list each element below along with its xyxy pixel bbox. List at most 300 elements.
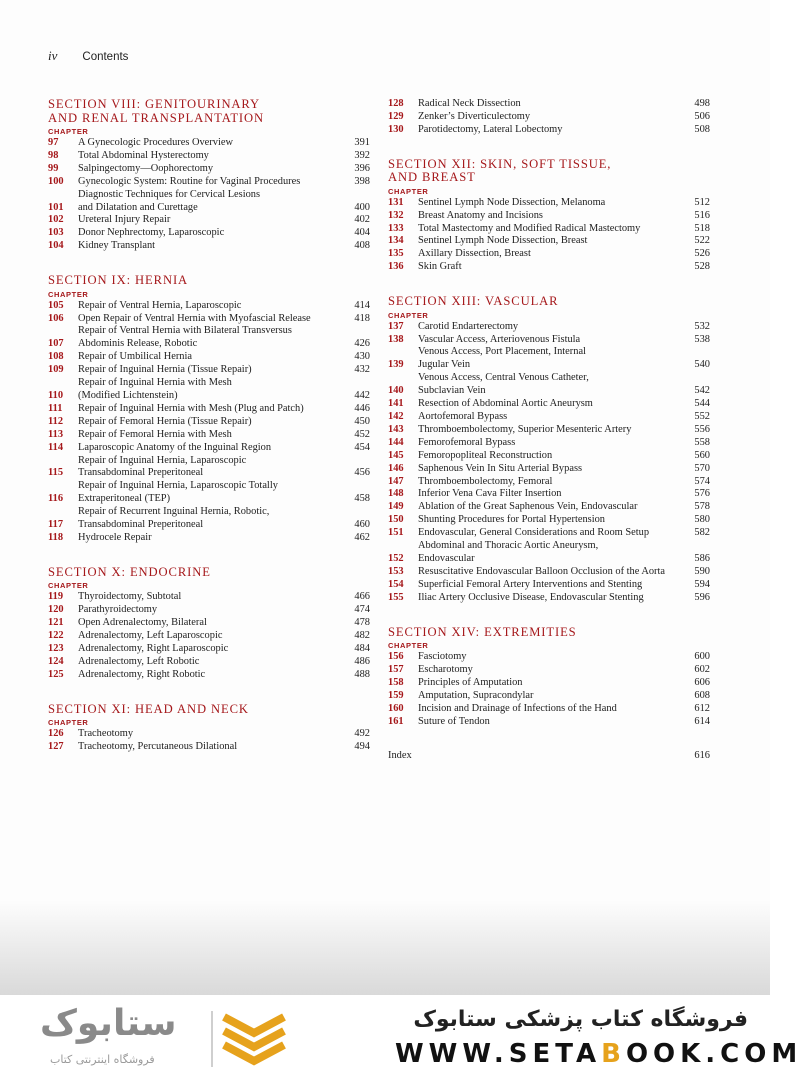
store-banner (0, 995, 802, 1080)
page-ref: 532 (694, 320, 710, 332)
chapter-number: 145 (388, 449, 404, 461)
section-title-line: SECTION XIV: EXTREMITIES (388, 624, 577, 639)
section-title-line: SECTION X: ENDOCRINE (48, 564, 211, 579)
chapter-title (78, 630, 342, 643)
toc-section (48, 274, 370, 545)
chapter-title (78, 532, 342, 545)
page-ref: 574 (694, 475, 710, 487)
page-ref: 498 (694, 98, 710, 109)
chapter-title (418, 703, 682, 716)
chapter-title-line: Femoropopliteal Reconstruction (418, 449, 553, 461)
toc-entry[interactable] (388, 501, 710, 514)
page-ref: 418 (354, 312, 370, 324)
page-ref: 402 (354, 214, 370, 226)
chapter-title (418, 124, 682, 137)
chapter-number: 120 (48, 604, 64, 616)
chapter-number: 144 (388, 436, 404, 448)
toc-entry[interactable] (388, 223, 710, 236)
chapter-title (78, 325, 342, 351)
running-head (48, 48, 128, 64)
chapter-title (418, 476, 682, 489)
chapter-number: 121 (48, 617, 64, 629)
section-title (388, 158, 710, 185)
toc-entry[interactable] (48, 351, 370, 364)
chapter-title (78, 163, 342, 176)
chapter-title (418, 398, 682, 411)
chapter-title-line: Adrenalectomy, Left Robotic (78, 655, 200, 667)
chapter-number: 134 (388, 235, 404, 247)
chapter-title-line: Shunting Procedures for Portal Hypertension (418, 514, 606, 526)
chapter-number: 131 (388, 196, 404, 208)
chapter-title-line: Skin Graft (418, 261, 462, 273)
chapter-title-line: Carotid Endarterectomy (418, 320, 519, 332)
page-ref: 454 (354, 441, 370, 453)
chapter-title-line: Sentinel Lymph Node Dissection, Melanoma (418, 196, 606, 208)
toc-column-left (48, 98, 370, 775)
chapter-title-line: Transabdominal Preperitoneal (78, 467, 204, 479)
chapter-title-line: Adrenalectomy, Right Robotic (78, 668, 206, 680)
chapter-title (418, 501, 682, 514)
section-title (48, 98, 370, 125)
chapter-title-line: Endovascular, General Considerations and Room Setup (418, 527, 650, 539)
section-title-line: SECTION XI: HEAD AND NECK (48, 701, 249, 716)
page-ref: 462 (354, 531, 370, 543)
toc-entry[interactable] (388, 677, 710, 690)
chapter-title (418, 223, 682, 236)
page-ref: 580 (694, 514, 710, 526)
section-title (388, 295, 710, 309)
chapter-title-line: Extraperitoneal (TEP) (78, 493, 171, 505)
chapter-title-line: and Dilatation and Curettage (78, 201, 198, 213)
chapter-number: 132 (388, 209, 404, 221)
toc-entry[interactable] (48, 176, 370, 189)
chapter-title (418, 346, 682, 372)
toc-entry[interactable] (388, 235, 710, 248)
toc-section (48, 98, 370, 253)
chapter-column-label: CHAPTER (48, 127, 89, 136)
store-url[interactable] (395, 1039, 802, 1069)
chapter-number: 161 (388, 715, 404, 727)
chapter-number: 128 (388, 98, 404, 109)
toc-entry[interactable] (48, 480, 370, 506)
chapter-title-line: Repair of Recurrent Inguinal Hernia, Robotic, (78, 506, 270, 518)
toc-entry[interactable] (388, 651, 710, 664)
section-title (388, 626, 710, 640)
toc-section (388, 295, 710, 604)
page-number: iv (48, 48, 58, 63)
section-title-line: AND RENAL TRANSPLANTATION (48, 110, 264, 125)
chapter-title (418, 566, 682, 579)
toc-entry[interactable] (48, 455, 370, 481)
chapter-title (418, 261, 682, 274)
section-title (48, 566, 370, 580)
page-ref: 582 (694, 527, 710, 539)
page-ref: 482 (354, 630, 370, 642)
chapter-title (78, 377, 342, 403)
chapter-title (418, 579, 682, 592)
chapter-number: 122 (48, 630, 64, 642)
toc-entry[interactable] (48, 150, 370, 163)
chapter-title-line: Zenker’s Diverticulectomy (418, 110, 531, 122)
page-ref: 596 (694, 591, 710, 603)
page-ref: 426 (354, 338, 370, 350)
toc-entry[interactable] (48, 506, 370, 532)
chapter-title-line: Ablation of the Great Saphenous Vein, Endovascular (418, 501, 638, 513)
chapter-title (418, 463, 682, 476)
section-title-line: AND BREAST (388, 170, 476, 185)
section-title (48, 274, 370, 288)
page-ref: 516 (694, 209, 710, 221)
chapter-title-line: Subclavian Vein (418, 385, 486, 397)
chapter-title (78, 728, 342, 741)
chapter-number: 102 (48, 214, 64, 226)
toc-entry[interactable] (388, 703, 710, 716)
chapter-title-line: Inferior Vena Cava Filter Insertion (418, 488, 562, 500)
toc-entry[interactable] (388, 210, 710, 223)
page-ref: 606 (694, 676, 710, 688)
chapter-title-line: Repair of Inguinal Hernia with Mesh (78, 377, 232, 389)
page-ref: 478 (354, 617, 370, 629)
page-ref: 466 (354, 591, 370, 603)
chapter-number: 108 (48, 351, 64, 363)
chapter-title-line: Resuscitative Endovascular Balloon Occlusion of the Aorta (418, 565, 666, 577)
chapter-title (78, 137, 342, 150)
chapter-title-line: Jugular Vein (418, 359, 471, 371)
index-entry[interactable] (388, 750, 710, 761)
chapter-number: 143 (388, 423, 404, 435)
toc-entry[interactable] (388, 124, 710, 137)
chapter-title (78, 617, 342, 630)
toc-entry[interactable] (388, 372, 710, 398)
toc-entry[interactable] (388, 411, 710, 424)
page-ref: 450 (354, 415, 370, 427)
chapter-number: 146 (388, 462, 404, 474)
index-label: Index (388, 749, 412, 761)
chapter-column-label: CHAPTER (48, 718, 89, 728)
chapter-title (78, 364, 342, 377)
chapter-title-line: Open Repair of Ventral Hernia with Myofascial Release (78, 312, 311, 324)
toc-entry[interactable] (48, 604, 370, 617)
chapter-number: 124 (48, 655, 64, 667)
toc-entry[interactable] (388, 566, 710, 579)
chapter-number: 136 (388, 261, 404, 273)
toc-entry[interactable] (48, 214, 370, 227)
chapter-number: 113 (48, 428, 64, 440)
chapter-number: 126 (48, 728, 64, 740)
chapter-title (78, 189, 342, 215)
toc-column-right (388, 98, 710, 761)
toc-entry[interactable] (48, 325, 370, 351)
page-ref: 522 (694, 235, 710, 247)
page-ref: 540 (694, 359, 710, 371)
chapter-number: 158 (388, 676, 404, 688)
chapter-number: 111 (48, 402, 63, 414)
chapter-title-line: Parathyroidectomy (78, 604, 158, 616)
page-ref: 492 (354, 728, 370, 740)
chapter-number: 156 (388, 651, 404, 663)
toc-entry[interactable] (388, 664, 710, 677)
chapter-title-line: Repair of Inguinal Hernia (Tissue Repair) (78, 364, 252, 376)
chapter-title (78, 741, 342, 754)
chapter-number: 104 (48, 240, 64, 252)
chapter-title-line: Repair of Ventral Hernia, Laparoscopic (78, 299, 242, 311)
page-ref: 544 (694, 398, 710, 410)
chapter-title (78, 416, 342, 429)
toc-entry[interactable] (48, 313, 370, 326)
toc-entry[interactable] (388, 321, 710, 334)
chapter-title (78, 480, 342, 506)
chapter-title-line: Repair of Inguinal Hernia, Laparoscopic Totally (78, 480, 278, 492)
chapter-title (418, 111, 682, 124)
toc-entry[interactable] (388, 261, 710, 274)
toc-entry[interactable] (48, 403, 370, 416)
chapter-title (78, 214, 342, 227)
chapter-number: 127 (48, 741, 64, 753)
chapter-number: 97 (48, 137, 59, 148)
chapter-title (418, 450, 682, 463)
page-ref: 396 (354, 162, 370, 174)
page-ref: 460 (354, 519, 370, 531)
toc-entry[interactable] (388, 334, 710, 347)
page-ref: 560 (694, 449, 710, 461)
chapter-title-line: Repair of Femoral Hernia (Tissue Repair) (78, 415, 252, 427)
chapter-number: 99 (48, 162, 59, 174)
chapter-title (78, 604, 342, 617)
chapter-number: 123 (48, 643, 64, 654)
toc-entry[interactable] (48, 643, 370, 656)
chapter-title-line: Repair of Inguinal Hernia with Mesh (Plug and Patch) (78, 402, 304, 414)
chapter-title (418, 690, 682, 703)
page-shadow (0, 900, 770, 995)
page-ref: 430 (354, 351, 370, 363)
chapter-number: 114 (48, 441, 64, 453)
page-ref: 608 (694, 689, 710, 701)
toc-entry[interactable] (48, 669, 370, 682)
chapter-title-line: Hydrocele Repair (78, 531, 152, 543)
page-ref: 594 (694, 578, 710, 590)
chevron-logo-icon (210, 1009, 290, 1069)
page-ref: 446 (354, 402, 370, 414)
chapter-title-line: Laparoscopic Anatomy of the Inguinal Region (78, 441, 272, 453)
chapter-number: 148 (388, 488, 404, 500)
chapter-number: 160 (388, 702, 404, 714)
toc-entry[interactable] (48, 617, 370, 630)
chapter-title (78, 240, 342, 253)
chapter-number: 115 (48, 467, 64, 479)
page-ref: 398 (354, 175, 370, 187)
toc-entry[interactable] (388, 690, 710, 703)
chapter-title (78, 227, 342, 240)
toc-entry[interactable] (388, 197, 710, 210)
page-ref: 494 (354, 741, 370, 753)
toc-entry[interactable] (388, 111, 710, 124)
toc-entry[interactable] (388, 248, 710, 261)
url-part: WWW. (395, 1039, 509, 1069)
page-ref: 600 (694, 651, 710, 663)
chapter-number: 129 (388, 110, 404, 122)
chapter-title (418, 664, 682, 677)
chapter-title-line: (Modified Lichtenstein) (78, 390, 178, 401)
chapter-title (418, 424, 682, 437)
chapter-column-label: CHAPTER (388, 641, 429, 651)
chapter-title-line: Transabdominal Preperitoneal (78, 519, 204, 531)
page-ref: 512 (694, 196, 710, 208)
toc-entry[interactable] (388, 424, 710, 437)
chapter-number: 153 (388, 565, 404, 577)
chapter-title-line: Breast Anatomy and Incisions (418, 209, 543, 221)
page-ref: 538 (694, 333, 710, 345)
toc-entry[interactable] (48, 728, 370, 741)
chapter-title (418, 235, 682, 248)
chapter-number: 101 (48, 201, 64, 213)
chapter-title (418, 437, 682, 450)
chapter-title-line: Axillary Dissection, Breast (418, 248, 531, 260)
chapter-title (418, 372, 682, 398)
chapter-title (418, 321, 682, 334)
toc-entry[interactable] (48, 364, 370, 377)
chapter-title-line: Open Adrenalectomy, Bilateral (78, 617, 207, 629)
page-ref: 586 (694, 552, 710, 564)
chapter-title-line: Repair of Umbilical Hernia (78, 351, 192, 363)
chapter-title-line: Venous Access, Port Placement, Internal (418, 346, 586, 358)
chapter-title-line: Parotidectomy, Lateral Lobectomy (418, 123, 563, 135)
chapter-column-label: CHAPTER (48, 289, 89, 299)
toc-entry[interactable] (48, 741, 370, 754)
toc-entry[interactable] (48, 442, 370, 455)
toc-entry[interactable] (48, 137, 370, 150)
chapter-title-line: Radical Neck Dissection (418, 98, 521, 109)
chapter-title (78, 591, 342, 604)
page-ref: 576 (694, 488, 710, 500)
page-ref: 508 (694, 123, 710, 135)
chapter-column-label: CHAPTER (48, 581, 89, 591)
store-logo-text: ستابوک (40, 1003, 177, 1044)
chapter-title-line: Resection of Abdominal Aortic Aneurysm (418, 398, 593, 410)
chapter-title-line: Aortofemoral Bypass (418, 411, 508, 422)
toc-entry[interactable] (388, 463, 710, 476)
section-title-line: SECTION XIII: VASCULAR (388, 294, 559, 309)
toc-entry[interactable] (388, 98, 710, 111)
running-title: Contents (82, 51, 129, 63)
chapter-number: 159 (388, 689, 404, 701)
chapter-title-line: Repair of Inguinal Hernia, Laparoscopic (78, 454, 247, 466)
toc-entry[interactable] (388, 579, 710, 592)
chapter-number: 106 (48, 312, 64, 324)
toc-entry[interactable] (48, 630, 370, 643)
toc-entry[interactable] (48, 227, 370, 240)
chapter-title-line: Suture of Tendon (418, 715, 490, 727)
chapter-title (418, 210, 682, 223)
chapter-title (78, 656, 342, 669)
chapter-title-line: Saphenous Vein In Situ Arterial Bypass (418, 462, 583, 474)
page-ref: 558 (694, 436, 710, 448)
toc-entry[interactable] (48, 300, 370, 313)
chapter-number: 125 (48, 668, 64, 680)
page-ref: 452 (354, 428, 370, 440)
page-ref: 414 (354, 299, 370, 311)
toc-entry[interactable] (388, 437, 710, 450)
chapter-number: 117 (48, 519, 64, 531)
chapter-column-label: CHAPTER (388, 186, 429, 196)
page-ref: 458 (354, 493, 370, 505)
chapter-title (418, 488, 682, 501)
page-ref: 392 (354, 149, 370, 161)
toc-entry[interactable] (48, 591, 370, 604)
chapter-title-line: Gynecologic System: Routine for Vaginal Procedures (78, 175, 301, 187)
store-logo-subtitle: فروشگاه اینترنتی کتاب (50, 1053, 155, 1066)
page-ref: 456 (354, 467, 370, 479)
page-ref: 552 (694, 411, 710, 422)
toc-entry[interactable] (388, 592, 710, 605)
chapter-title-line: Escharotomy (418, 664, 473, 675)
chapter-title-line: Superficial Femoral Artery Interventions and Stenting (418, 578, 643, 590)
toc-entry[interactable] (48, 377, 370, 403)
toc-entry[interactable] (388, 527, 710, 540)
toc-entry[interactable] (48, 163, 370, 176)
chapter-title (418, 677, 682, 690)
page-ref: 408 (354, 240, 370, 252)
toc-entry[interactable] (48, 240, 370, 253)
chapter-title (78, 403, 342, 416)
chapter-number: 139 (388, 359, 404, 371)
toc-section-continued (388, 98, 710, 137)
url-part: OOK.COM (625, 1039, 802, 1069)
chapter-title-line: Incision and Drainage of Infections of the Hand (418, 702, 617, 714)
toc-entry[interactable] (48, 656, 370, 669)
chapter-title (78, 506, 342, 532)
toc-entry[interactable] (388, 514, 710, 527)
chapter-number: 154 (388, 578, 404, 590)
page-ref: 602 (694, 664, 710, 675)
chapter-title (418, 514, 682, 527)
chapter-number: 116 (48, 493, 64, 505)
toc-entry[interactable] (48, 532, 370, 545)
chapter-title (418, 411, 682, 424)
chapter-title-line: Tracheotomy (78, 728, 134, 740)
toc-entry[interactable] (48, 189, 370, 215)
chapter-title-line: Thromboembolectomy, Femoral (418, 475, 553, 487)
page-ref: 590 (694, 565, 710, 577)
chapter-title-line: Principles of Amputation (418, 676, 523, 688)
chapter-title-line: Abdominal and Thoracic Aortic Aneurysm, (418, 540, 599, 552)
toc-entry[interactable] (388, 450, 710, 463)
chapter-title (78, 455, 342, 481)
section-title-line: SECTION VIII: GENITOURINARY (48, 97, 261, 111)
toc-entry[interactable] (48, 416, 370, 429)
toc-entry[interactable] (388, 716, 710, 729)
chapter-title-line: Adrenalectomy, Right Laparoscopic (78, 643, 229, 654)
chapter-title (418, 197, 682, 210)
chapter-title-line: Total Abdominal Hysterectomy (78, 149, 209, 161)
chapter-title (418, 540, 682, 566)
chapter-number: 152 (388, 552, 404, 564)
toc-entry[interactable] (388, 398, 710, 411)
chapter-title-line: Venous Access, Central Venous Catheter, (418, 372, 589, 384)
toc-entry[interactable] (388, 488, 710, 501)
chapter-number: 103 (48, 227, 64, 239)
page-ref: 556 (694, 423, 710, 435)
page-ref: 542 (694, 385, 710, 397)
toc-entry[interactable] (388, 346, 710, 372)
chapter-title (78, 176, 342, 189)
toc-entry[interactable] (388, 540, 710, 566)
chapter-title (78, 442, 342, 455)
page-ref: 391 (354, 137, 370, 148)
toc-entry[interactable] (48, 429, 370, 442)
chapter-title-line: Adrenalectomy, Left Laparoscopic (78, 630, 223, 642)
chapter-number: 150 (388, 514, 404, 526)
toc-entry[interactable] (388, 476, 710, 489)
